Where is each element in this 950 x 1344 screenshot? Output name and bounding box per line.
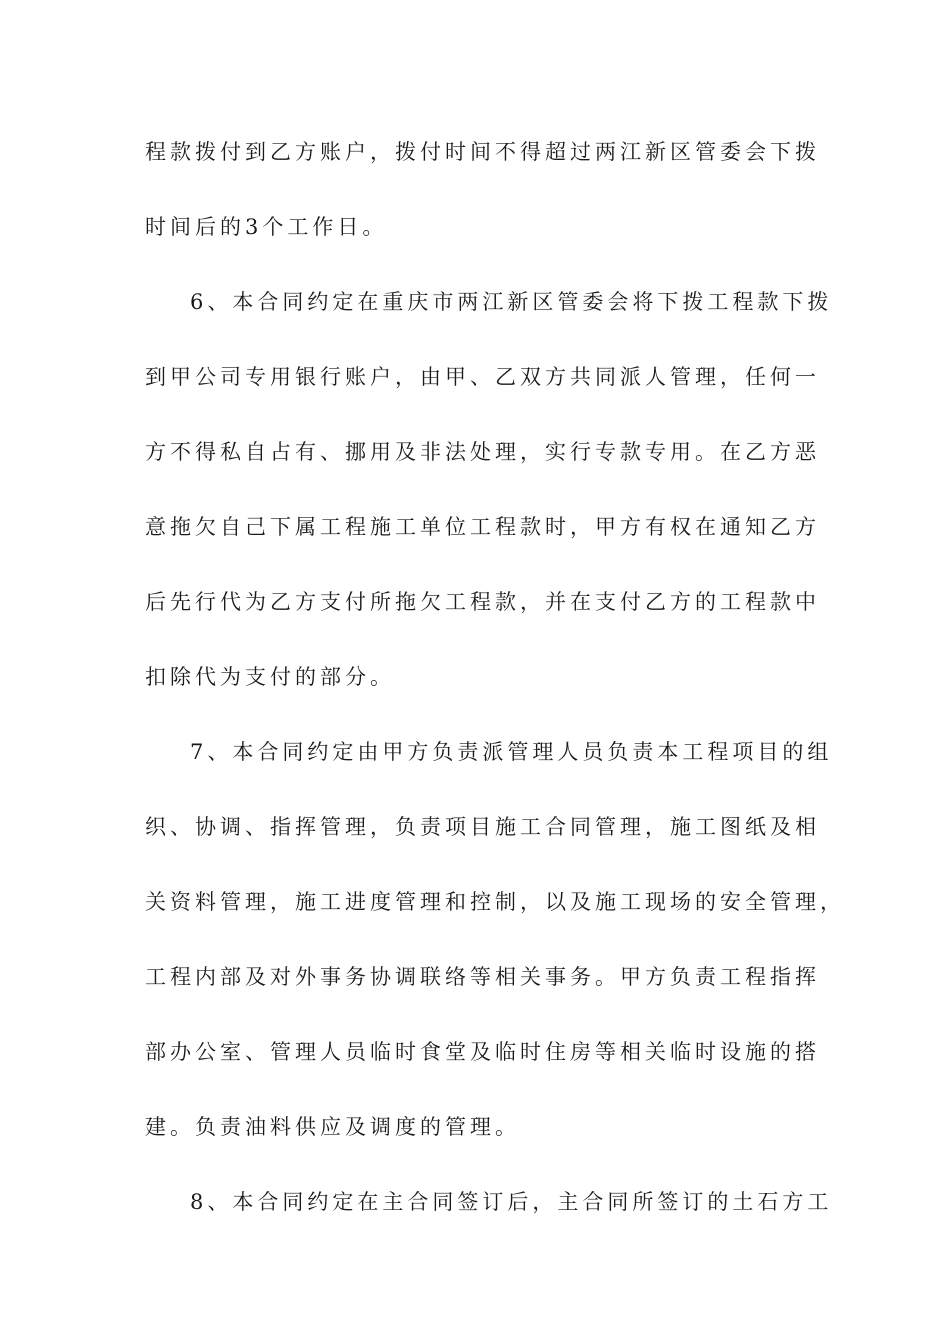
paragraph-line: 后先行代为乙方支付所拖欠工程款，并在支付乙方的工程款中: [145, 590, 820, 614]
paragraph-line: 织、协调、指挥管理，负责项目施工合同管理，施工图纸及相: [145, 815, 820, 839]
clause-7-first-line: 7、本合同约定由甲方负责派管理人员负责本工程项目的组: [190, 740, 833, 764]
paragraph-line: 时间后的3个工作日。: [145, 215, 388, 239]
paragraph-line: 意拖欠自己下属工程施工单位工程款时，甲方有权在通知乙方: [145, 515, 820, 539]
paragraph-line: 到甲公司专用银行账户，由甲、乙双方共同派人管理，任何一: [145, 365, 820, 389]
paragraph-line: 关资料管理，施工进度管理和控制，以及施工现场的安全管理，: [145, 890, 845, 914]
paragraph-line: 程款拨付到乙方账户，拨付时间不得超过两江新区管委会下拨: [145, 140, 820, 164]
paragraph-line: 扣除代为支付的部分。: [145, 665, 395, 689]
paragraph-line: 建。负责油料供应及调度的管理。: [145, 1115, 520, 1139]
paragraph-line: 部办公室、管理人员临时食堂及临时住房等相关临时设施的搭: [145, 1040, 820, 1064]
paragraph-line: 工程内部及对外事务协调联络等相关事务。甲方负责工程指挥: [145, 965, 820, 989]
clause-6-first-line: 6、本合同约定在重庆市两江新区管委会将下拨工程款下拨: [190, 290, 833, 314]
clause-8-first-line: 8、本合同约定在主合同签订后，主合同所签订的土石方工: [190, 1190, 833, 1214]
paragraph-line: 方不得私自占有、挪用及非法处理，实行专款专用。在乙方恶: [145, 440, 820, 464]
